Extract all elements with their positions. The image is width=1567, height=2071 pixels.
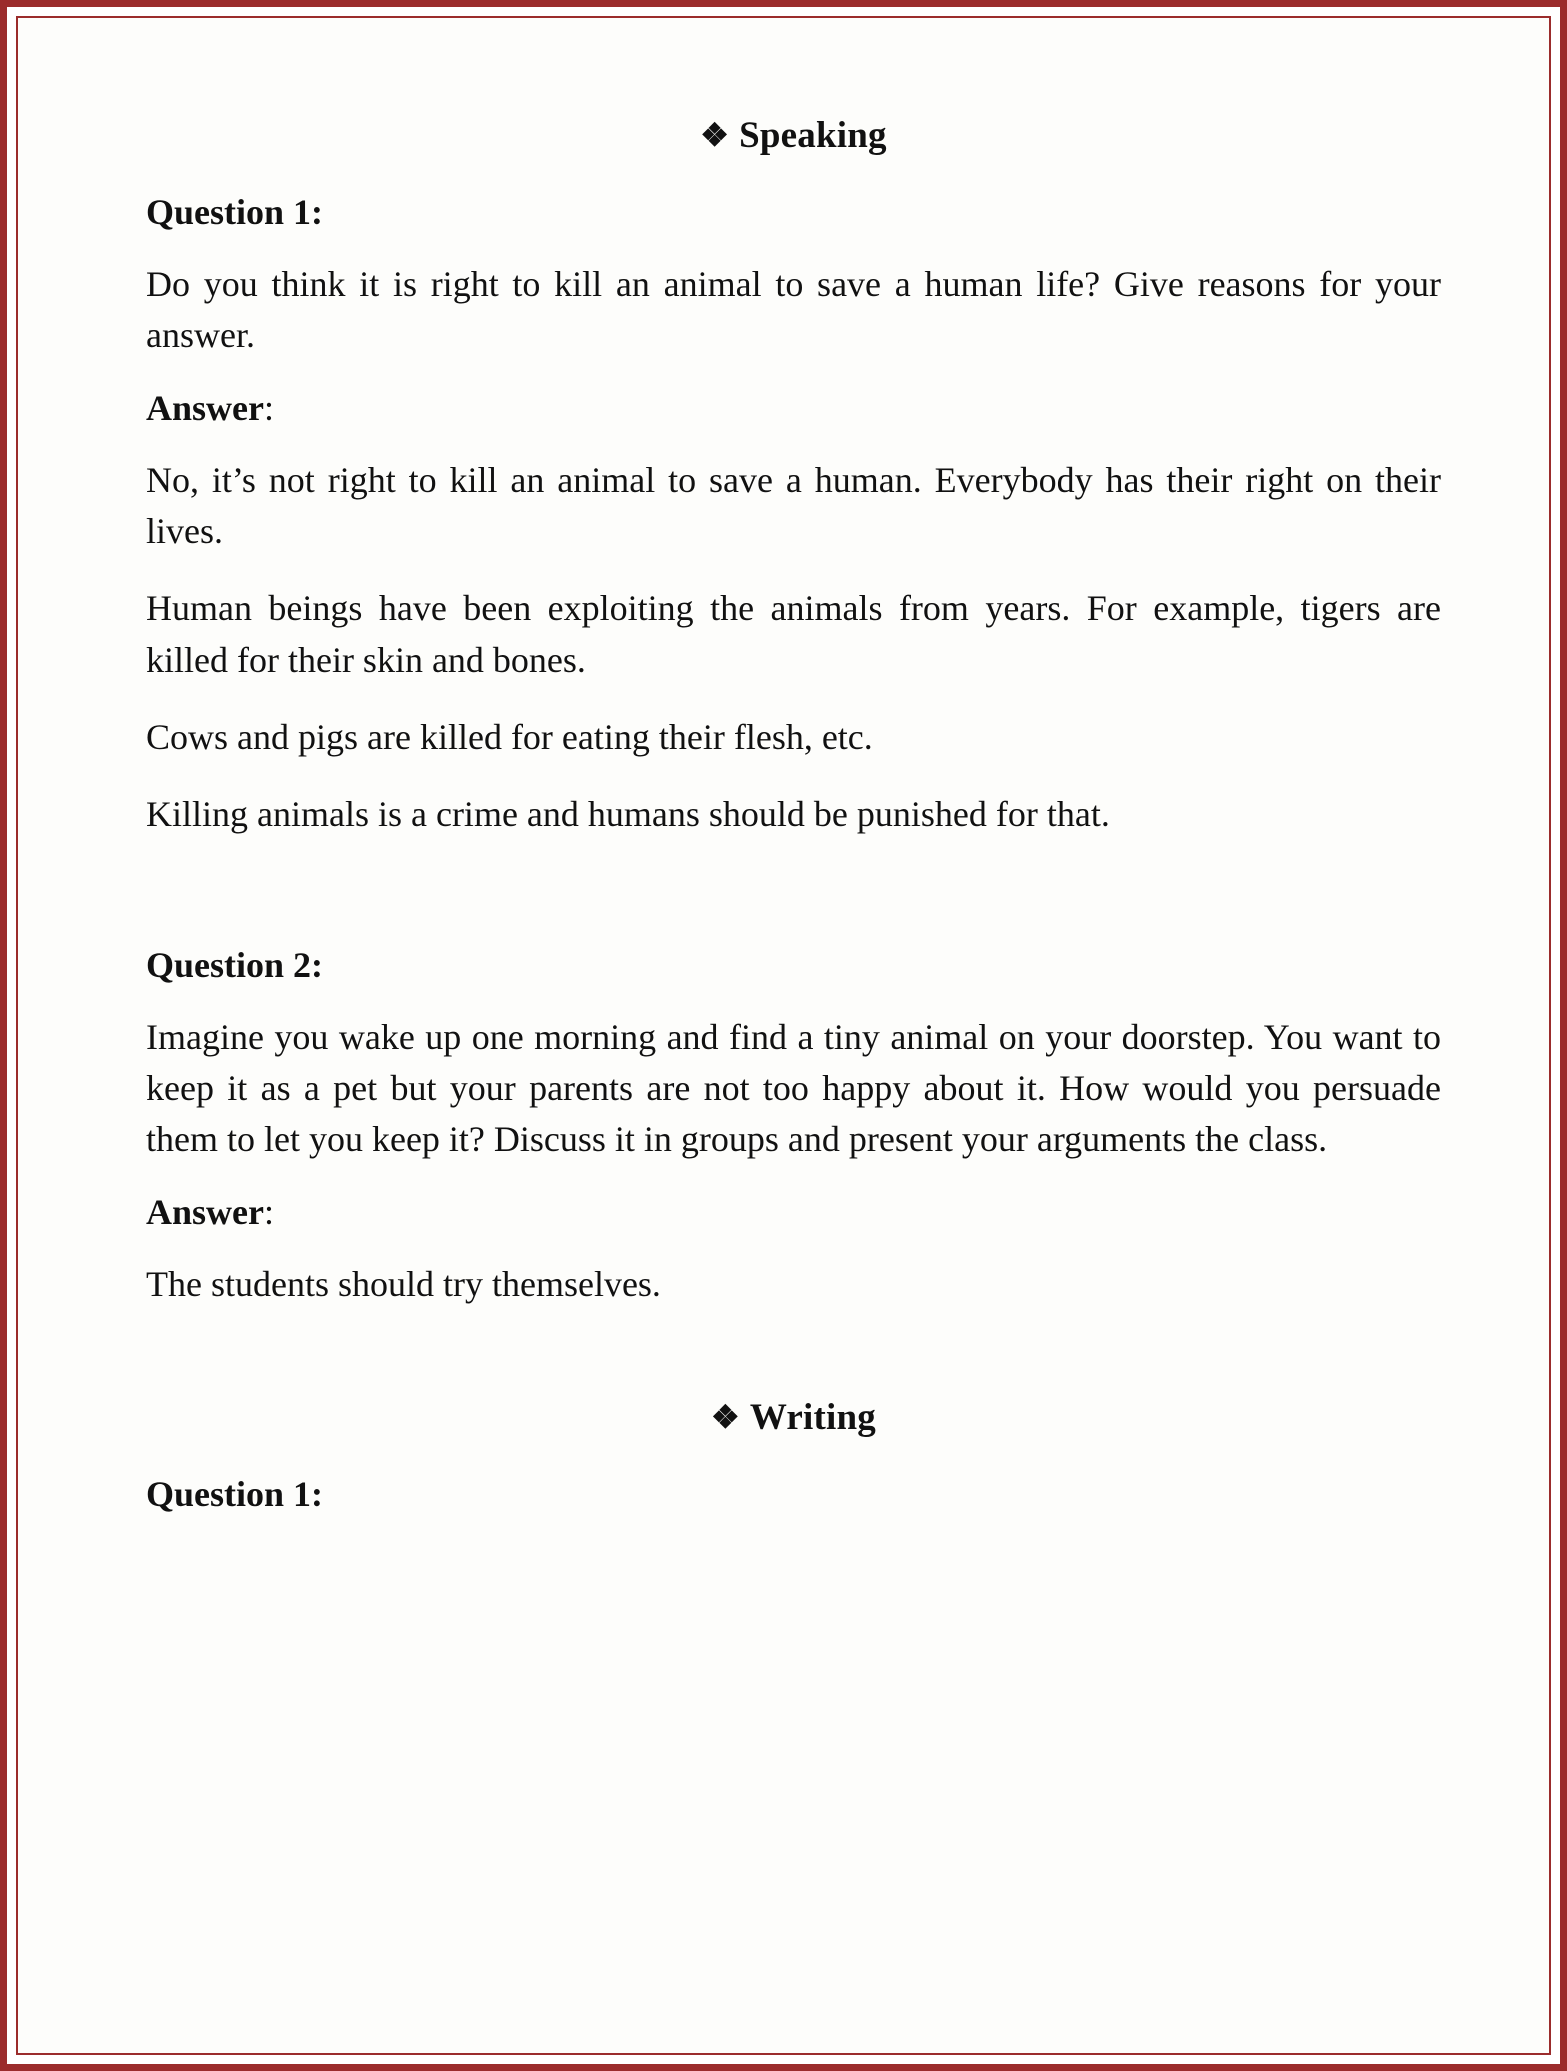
answer-paragraph-1: No, it’s not right to kill an animal to save a human. Everybody has their right on their lives. (146, 460, 1441, 552)
answer-label-1 (146, 387, 1441, 429)
question-text-2: Imagine you wake up one morning and find a tiny animal on your doorstep. You want to keep it as a pet but your parents are not too happy about it. How would you persuade them to let you keep it? Discuss it in groups and present your arguments the class. (146, 1016, 1441, 1160)
section-heading-writing (146, 1396, 1441, 1439)
section-title-text: Speaking (739, 115, 887, 156)
answer-paragraph-2: Human beings have been exploiting the animals from years. For example, tigers are killed for their skin and bones. (146, 588, 1441, 680)
answer-label-colon: : (263, 388, 274, 429)
block-spacer (146, 866, 1441, 944)
answer-label-colon: : (263, 1192, 274, 1233)
answer-label-strong: Answer (146, 388, 264, 429)
answer-label-strong: Answer (146, 1192, 264, 1233)
section-heading-speaking (146, 114, 1441, 157)
section-title-text: Writing (749, 1397, 876, 1439)
diamond-bullet-icon: ❖ (700, 117, 730, 153)
answer-paragraph-5: The students should try themselves. (146, 1264, 661, 1305)
question-label-1: Question 1: (146, 192, 324, 232)
question-text-1: Do you think it is right to kill an animal to save a human life? Give reasons for your answer. (146, 264, 1441, 356)
document-page (16, 16, 1551, 2055)
question-label-3: Question 1: (146, 1474, 324, 1515)
answer-paragraph-3: Cows and pigs are killed for eating their flesh, etc. (146, 716, 873, 757)
question-label-2: Question 2: (146, 944, 324, 985)
answer-paragraph-4: Killing animals is a crime and humans should be punished for that. (146, 793, 1110, 834)
section-spacer (146, 1336, 1441, 1396)
answer-label-2 (146, 1191, 1441, 1233)
diamond-bullet-icon: ❖ (710, 1399, 740, 1436)
